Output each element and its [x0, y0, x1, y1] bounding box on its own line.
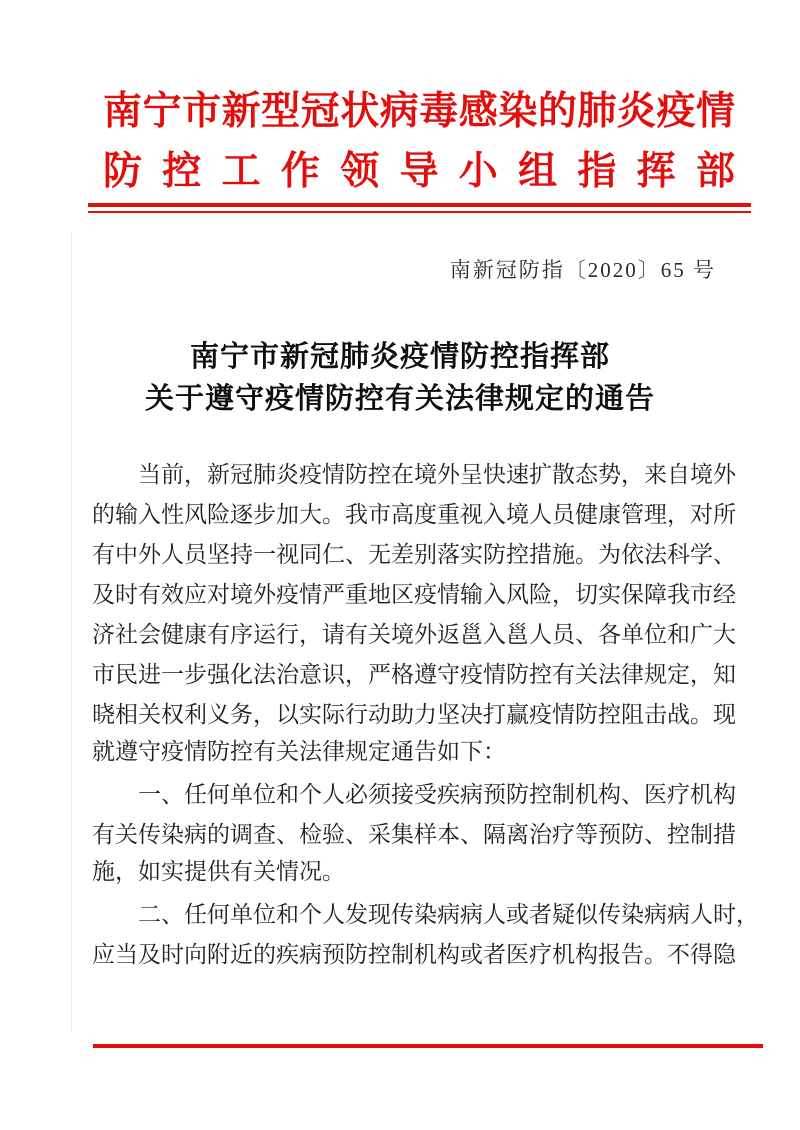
page-bottom-rule [93, 1044, 763, 1048]
letterhead-org-line-1: 南 宁 市 新 型 冠 状 病 毒 感 染 的 肺 炎 疫 情 [103, 90, 735, 133]
document-title-line-1: 南宁市新冠肺炎疫情防控指挥部 [189, 341, 610, 373]
body-line: 一 、 任 何 单 位 和 个 人 必 须 接 受 疾 病 预 防 控 制 机 构 、 医 疗 机 构 [138, 781, 736, 807]
body-line: 应 当 及 时 向 附 近 的 疾 病 预 防 控 制 机 构 或 者 医 疗 机 构 报 告 。 不 得 隐 [92, 941, 736, 967]
document-title-line-2: 关于遵守疫情防控有关法律规定的通告 [144, 383, 655, 415]
letterhead-org-line-2: 防 控 工 作 领 导 小 组 指 挥 部 [103, 150, 735, 193]
body-line: 的 输 入 性 风 险 逐 步 加 大 。 我 市 高 度 重 视 入 境 人 员 健 康 管 理 ， 对 所 [92, 501, 736, 527]
document-number: 南新冠防指〔2020〕65 号 [449, 258, 716, 282]
body-line: 当 前 ， 新 冠 肺 炎 疫 情 防 控 在 境 外 呈 快 速 扩 散 态 势 ， 来 自 境 外 [138, 461, 736, 487]
body-line: 施，如实提供有关情况。 [92, 859, 345, 884]
body-line: 市 民 进 一 步 强 化 法 治 意 识 ， 严 格 遵 守 疫 情 防 控 有 关 法 律 规 定 ， 知 [92, 661, 736, 687]
body-line: 有 关 传 染 病 的 调 查 、 检 验 、 采 集 样 本 、 隔 离 治 疗 等 预 防 、 控 制 措 [92, 821, 736, 847]
letterhead-rule-thin [88, 211, 751, 213]
body-line: 有 中 外 人 员 坚 持 一 视 同 仁 、 无 差 别 落 实 防 控 措 施 。 为 依 法 科 学 、 [92, 541, 736, 567]
body-line: 二 、 任 何 单 位 和 个 人 发 现 传 染 病 病 人 或 者 疑 似 传 染 病 病 人 时 ， [138, 901, 759, 927]
body-line: 济 社 会 健 康 有 序 运 行 ， 请 有 关 境 外 返 邕 入 邕 人 员 、 各 单 位 和 广 大 [92, 621, 736, 647]
letterhead-rule-thick [88, 203, 751, 207]
body-line: 晓 相 关 权 利 义 务 ， 以 实 际 行 动 助 力 坚 决 打 赢 疫 情 防 控 阻 击 战 。 现 [92, 701, 736, 727]
body-line: 就遵守疫情防控有关法律规定通告如下： [92, 739, 506, 764]
body-text-block [92, 452, 759, 972]
body-line: 及 时 有 效 应 对 境 外 疫 情 严 重 地 区 疫 情 输 入 风 险 ， 切 实 保 障 我 市 经 [92, 581, 736, 607]
